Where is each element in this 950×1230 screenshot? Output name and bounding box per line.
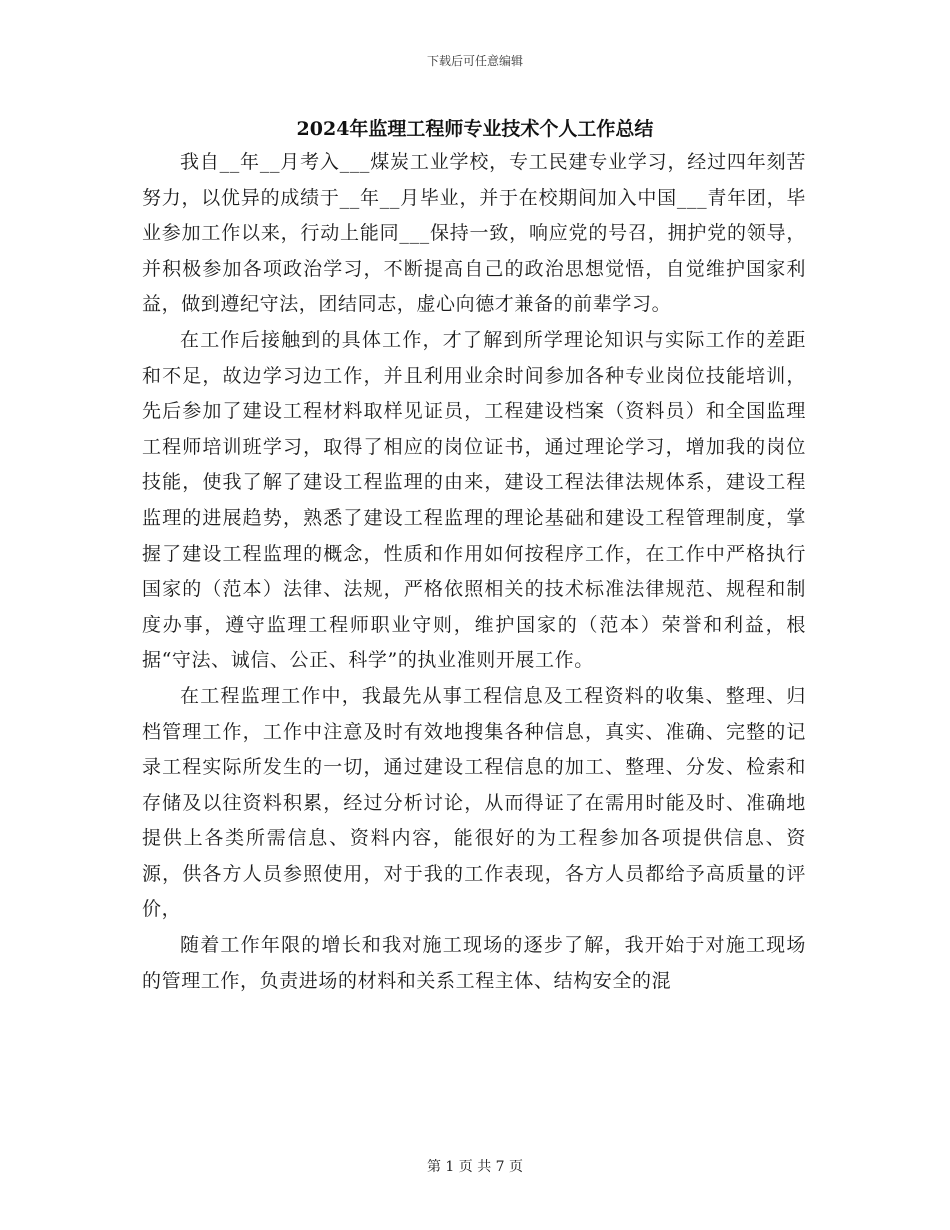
header-note: 下载后可任意编辑 [426, 54, 523, 68]
page-number-footer: 第 1 页 共 7 页 [426, 1159, 524, 1175]
paragraph-4: 随着工作年限的增长和我对施工现场的逐步了解，我开始于对施工现场的管理工作，负责进场的材料和关系工程主体、结构安全的混 [142, 934, 806, 992]
paragraph-2: 在工作后接触到的具体工作，才了解到所学理论知识与实际工作的差距和不足，故边学习边工作，并且利用业余时间参加各种专业岗位技能培训，先后参加了建设工程材料取样见证员，工程建设档案（资料员）和全国监理工程师培训班学习，取得了相应的岗位证书，通过理论学习，增加我的岗位技能，使我了解了建设工程监理的由来，建设工程法律法规体系，建设工程监理的进展趋势，熟悉了建设工程监理的理论基础和建设工程管理制度，掌握了建设工程监理的概念，性质和作用如何按程序工作，在工作中严格执行国家的（范本）法律、法规，严格依照相关的技术标准法律规范、规程和制度办事，遵守监理工程师职业守则，维护国家的（范本）荣誉和利益，根据“守法、诚信、公正、科学”的执业准则开展工作。 [142, 328, 806, 672]
document-title: 2024年监理工程师专业技术个人工作总结 [296, 118, 654, 140]
document-body [142, 145, 806, 999]
paragraph-1: 我自__年__月考入___煤炭工业学校，专工民建专业学习，经过四年刻苦努力，以优异的成绩于__年__月毕业，并于在校期间加入中国___青年团，毕业参加工作以来，行动上能同___保持一致，响应党的号召，拥护党的领导，并积极参加各项政治学习，不断提高自己的政治思想觉悟，自觉维护国家利益，做到遵纪守法，团结同志，虚心向德才兼备的前辈学习。 [142, 151, 806, 316]
paragraph-3: 在工程监理工作中，我最先从事工程信息及工程资料的收集、整理、归档管理工作，工作中注意及时有效地搜集各种信息，真实、准确、完整的记录工程实际所发生的一切，通过建设工程信息的加工、整理、分发、检索和存储及以往资料积累，经过分析讨论，从而得证了在需用时能及时、准确地提供上各类所需信息、资料内容，能很好的为工程参加各项提供信息、资源，供各方人员参照使用，对于我的工作表现，各方人员都给予高质量的评价， [142, 684, 806, 921]
